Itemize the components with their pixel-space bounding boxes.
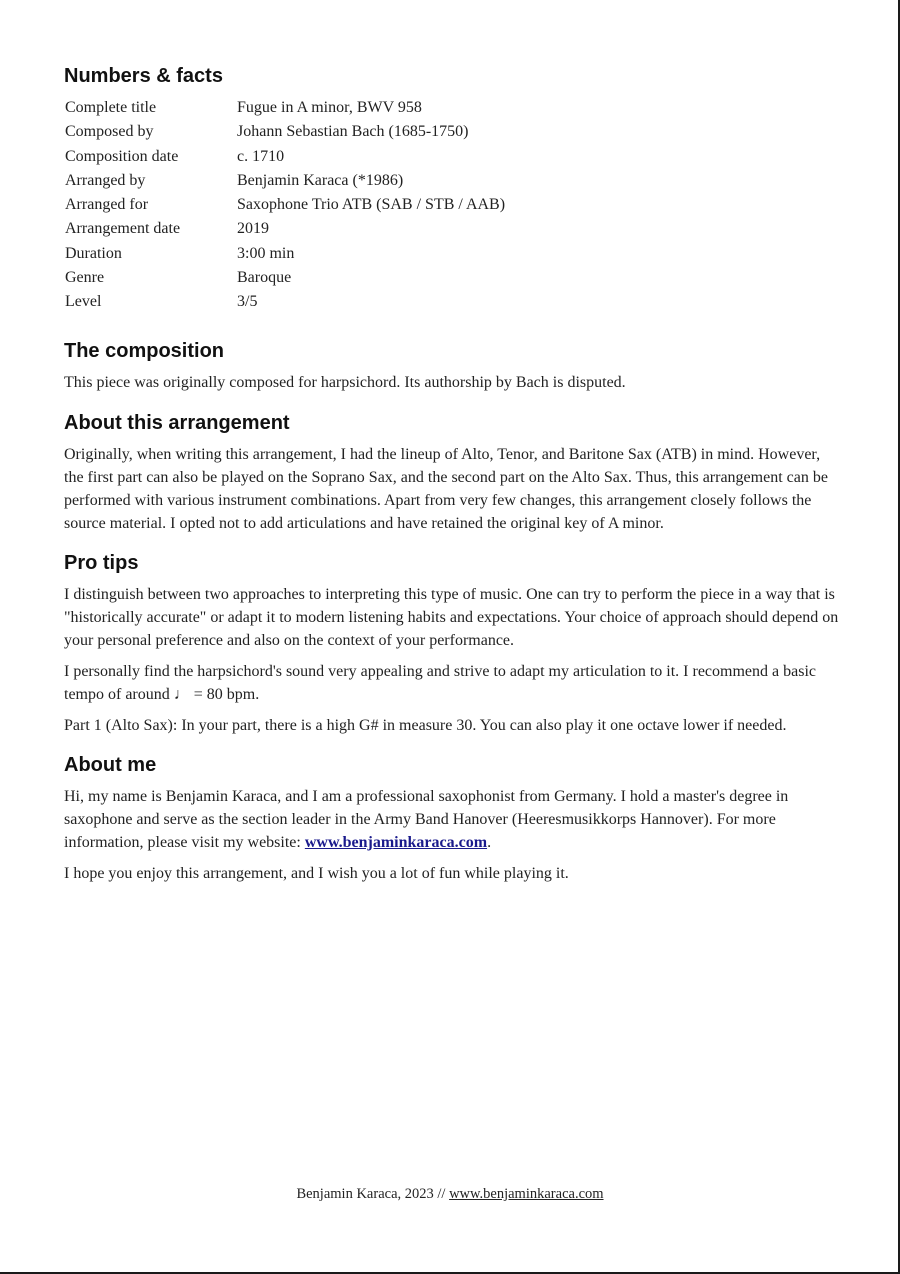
- about-me-paragraph-2: I hope you enjoy this arrangement, and I wish you a lot of fun while playing it.: [64, 864, 569, 882]
- facts-label: Duration: [65, 244, 122, 262]
- composition-heading: The composition: [64, 339, 224, 362]
- facts-label: Arrangement date: [65, 220, 181, 238]
- facts-row: [65, 217, 505, 241]
- facts-row: [65, 96, 505, 120]
- pro-tips-paragraph-1: I distinguish between two approaches to interpreting this type of music. One can try to perform the piece in a way that is "historically accurate" or adapt it to modern listening habits and expectations. Your choice of approach should depend on your personal preference and also on the context of your performance.: [64, 585, 839, 649]
- pro-tips-paragraph-2: I personally find the harpsichord's sound very appealing and strive to adapt my articulation to it. I recommend a basic tempo of around ♩ = 80 bpm.: [64, 662, 816, 703]
- facts-label: Level: [65, 293, 102, 311]
- footer-website-link[interactable]: www.benjaminkaraca.com: [449, 1186, 604, 1202]
- facts-row: [65, 169, 505, 193]
- website-link[interactable]: www.benjaminkaraca.com: [304, 833, 488, 851]
- facts-label: Genre: [65, 269, 105, 287]
- pro-tips-heading: Pro tips: [64, 551, 139, 574]
- facts-label: Composed by: [65, 123, 154, 141]
- composition-text: This piece was originally composed for harpsichord. Its authorship by Bach is disputed.: [64, 373, 626, 391]
- facts-label: Complete title: [65, 99, 157, 116]
- numbers-facts-heading: Numbers & facts: [64, 65, 223, 87]
- facts-value: 3:00 min: [237, 244, 295, 262]
- facts-row: [65, 120, 505, 144]
- facts-value: Baroque: [237, 269, 292, 287]
- arrangement-heading: About this arrangement: [64, 411, 290, 434]
- numbers-facts-section: [64, 62, 840, 315]
- facts-row: [65, 290, 505, 314]
- facts-row: [65, 145, 505, 169]
- facts-row: [65, 242, 505, 266]
- facts-table: [65, 96, 505, 315]
- page-footer: [0, 1186, 900, 1203]
- pro-tips-paragraph-3: Part 1 (Alto Sax): In your part, there is a high G# in measure 30. You can also play it one octave lower if needed.: [64, 716, 787, 734]
- facts-label: Composition date: [65, 147, 179, 165]
- facts-value: Benjamin Karaca (*1986): [237, 171, 404, 189]
- facts-label: Arranged for: [65, 196, 149, 214]
- facts-value: Fugue in A minor, BWV 958: [237, 99, 422, 116]
- arrangement-text: Originally, when writing this arrangement, I had the lineup of Alto, Tenor, and Baritone Sax (ATB) in mind. However, the first part can also be played on the Soprano Sax, and the second part on the Alto Sax. Thus, this arrangement can be performed with various instrument combinations. Apart from very few changes, this arrangement closely follows the source material. I opted not to add articulations and have retained the original key of A minor.: [64, 445, 828, 532]
- about-me-paragraph-1: [64, 785, 840, 854]
- facts-value: 2019: [237, 220, 269, 238]
- facts-value: c. 1710: [237, 147, 285, 165]
- facts-value: Saxophone Trio ATB (SAB / STB / AAB): [237, 196, 506, 214]
- facts-value: 3/5: [237, 293, 258, 311]
- facts-value: Johann Sebastian Bach (1685-1750): [237, 123, 469, 141]
- facts-row: [65, 193, 505, 217]
- about-me-section: [64, 751, 840, 885]
- about-me-text: Hi, my name is Benjamin Karaca, and I am a professional saxophonist from Germany. I hold a master's degree in saxophone and serve as the section leader in the Army Band Hanover (Heeresmusikkorps Hannover). For more information, please visit my website:: [64, 787, 789, 851]
- about-me-text-end: .: [487, 833, 492, 851]
- document-content: [64, 62, 840, 885]
- arrangement-section: [64, 409, 840, 535]
- facts-label: Arranged by: [65, 171, 146, 189]
- about-me-heading: About me: [64, 753, 157, 776]
- footer-text: Benjamin Karaca, 2023 //: [296, 1186, 450, 1202]
- facts-table-body: [65, 96, 505, 315]
- facts-row: [65, 266, 505, 290]
- pro-tips-section: [64, 549, 840, 737]
- composition-section: [64, 337, 840, 394]
